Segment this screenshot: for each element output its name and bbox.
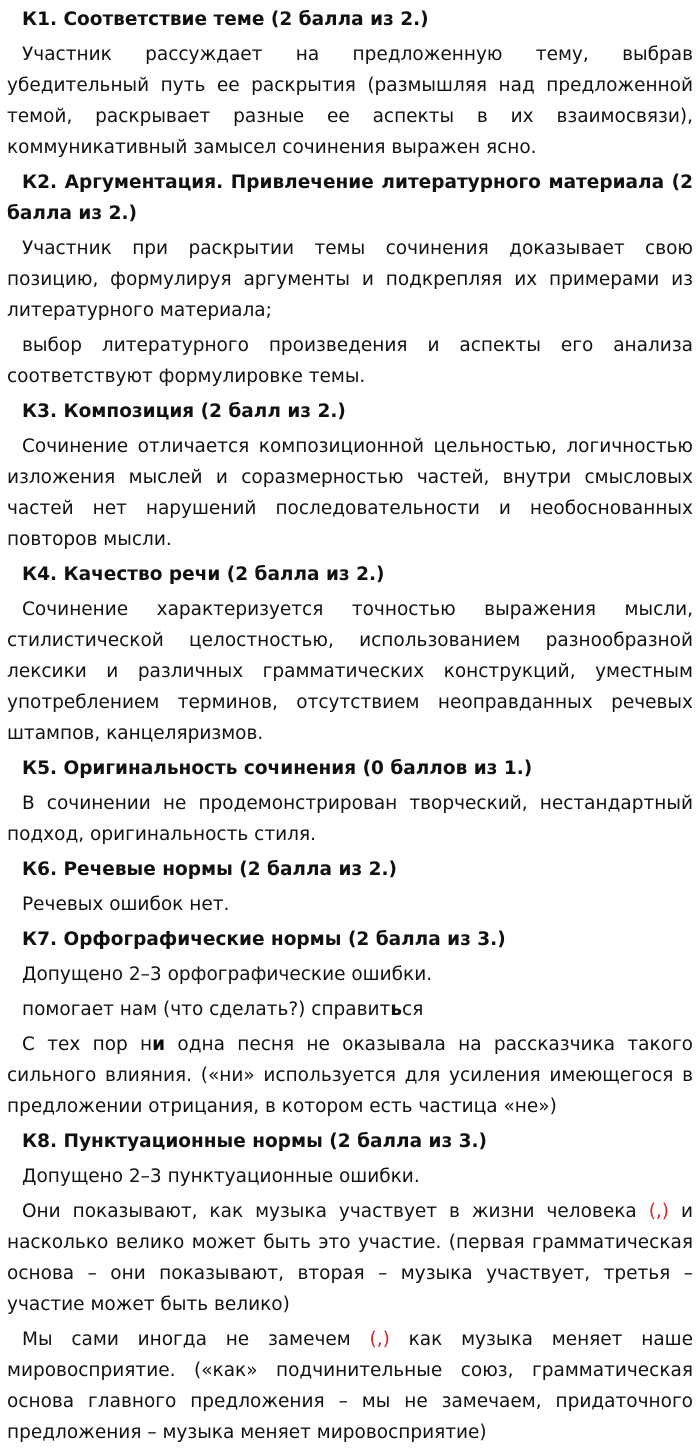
criterion-k3-text: Сочинение отличается композиционной цельностью, логичностью изложения мыслей и соразмерностью частей, внутри смысловых частей нет нарушений последовательности и необоснованных повторов мысли. [7,436,693,550]
criterion-k8-example-2 [7,1324,693,1448]
example-text: помогает нам (что сделать?) справит [22,999,391,1020]
criterion-k1-text: Участник рассуждает на предложенную тему, выбрав убедительный путь ее раскрытия (размышляя над предложенной темой, раскрывает разные ее аспекты в их взаимосвязи), коммуникативный замысел сочинения выражен ясно. [7,44,693,158]
example-text: С тех пор н [22,1034,153,1055]
criterion-k2-heading: К2. Аргументация. Привлечение литературного материала (2 балла из 2.) [7,172,693,224]
criterion-k5-heading: К5. Оригинальность сочинения (0 баллов из 1.) [22,758,533,779]
criterion-k4-text: Сочинение характеризуется точностью выражения мысли, стилистической целостностью, использованием разнообразной лексики и различных грамматических конструкций, уместным употреблением терминов, отсутствием неоправданных речевых штампов, канцеляризмов. [7,599,693,744]
example-text: Мы сами иногда не замечем [22,1329,370,1350]
criterion-k3-heading: К3. Композиция (2 балл из 2.) [22,401,346,422]
criterion-k2-text-2: выбор литературного произведения и аспекты его анализа соответствуют формулировке темы. [7,335,693,387]
example-text: Они показывают, как музыка участвует в жизни человека [22,1201,649,1222]
corrected-letter: ь [390,999,403,1020]
criterion-k6-heading: К6. Речевые нормы (2 балла из 2.) [22,859,397,880]
example-text: и насколько велико может быть это участие. (первая грамматическая основа – они показывают, вторая – музыка участвует, третья – участие может быть велико) [7,1201,693,1315]
corrected-letter: и [152,1034,166,1055]
missing-comma-mark: (,) [369,1329,390,1350]
criterion-k7-example-1 [7,994,693,1025]
criterion-k8-text: Допущено 2–3 пунктуационные ошибки. [22,1166,420,1187]
criterion-k1-heading: К1. Соответствие теме (2 балла из 2.) [22,9,429,30]
missing-comma-mark: (,) [648,1201,670,1222]
criterion-k4-heading: К4. Качество речи (2 балла из 2.) [22,564,385,585]
example-text: как музыка меняет наше мировосприятие. («как» подчинительные союз, грамматическая основа главного предложения – мы не замечаем, придаточного предложения – музыка меняет мировосприятие) [7,1329,693,1443]
criterion-k7-example-2 [7,1029,693,1122]
criterion-k8-heading: К8. Пунктуационные нормы (2 балла из 3.) [22,1131,488,1152]
example-text: одна песня не оказывала на рассказчика такого сильного влияния. («ни» используется для усиления имеющегося в предложении отрицания, в котором есть частица «не») [7,1034,693,1117]
criterion-k7-text: Допущено 2–3 орфографические ошибки. [22,964,433,985]
criterion-k7-heading: К7. Орфографические нормы (2 балла из 3.) [22,929,506,950]
criterion-k5-text: В сочинении не продемонстрирован творческий, нестандартный подход, оригинальность стиля. [7,793,693,845]
example-text: ся [402,999,424,1020]
criterion-k6-text: Речевых ошибок нет. [22,894,230,915]
criterion-k2-text-1: Участник при раскрытии темы сочинения доказывает свою позицию, формулируя аргументы и подкрепляя их примерами из литературного материала; [7,238,693,321]
criterion-k8-example-1 [7,1196,693,1320]
